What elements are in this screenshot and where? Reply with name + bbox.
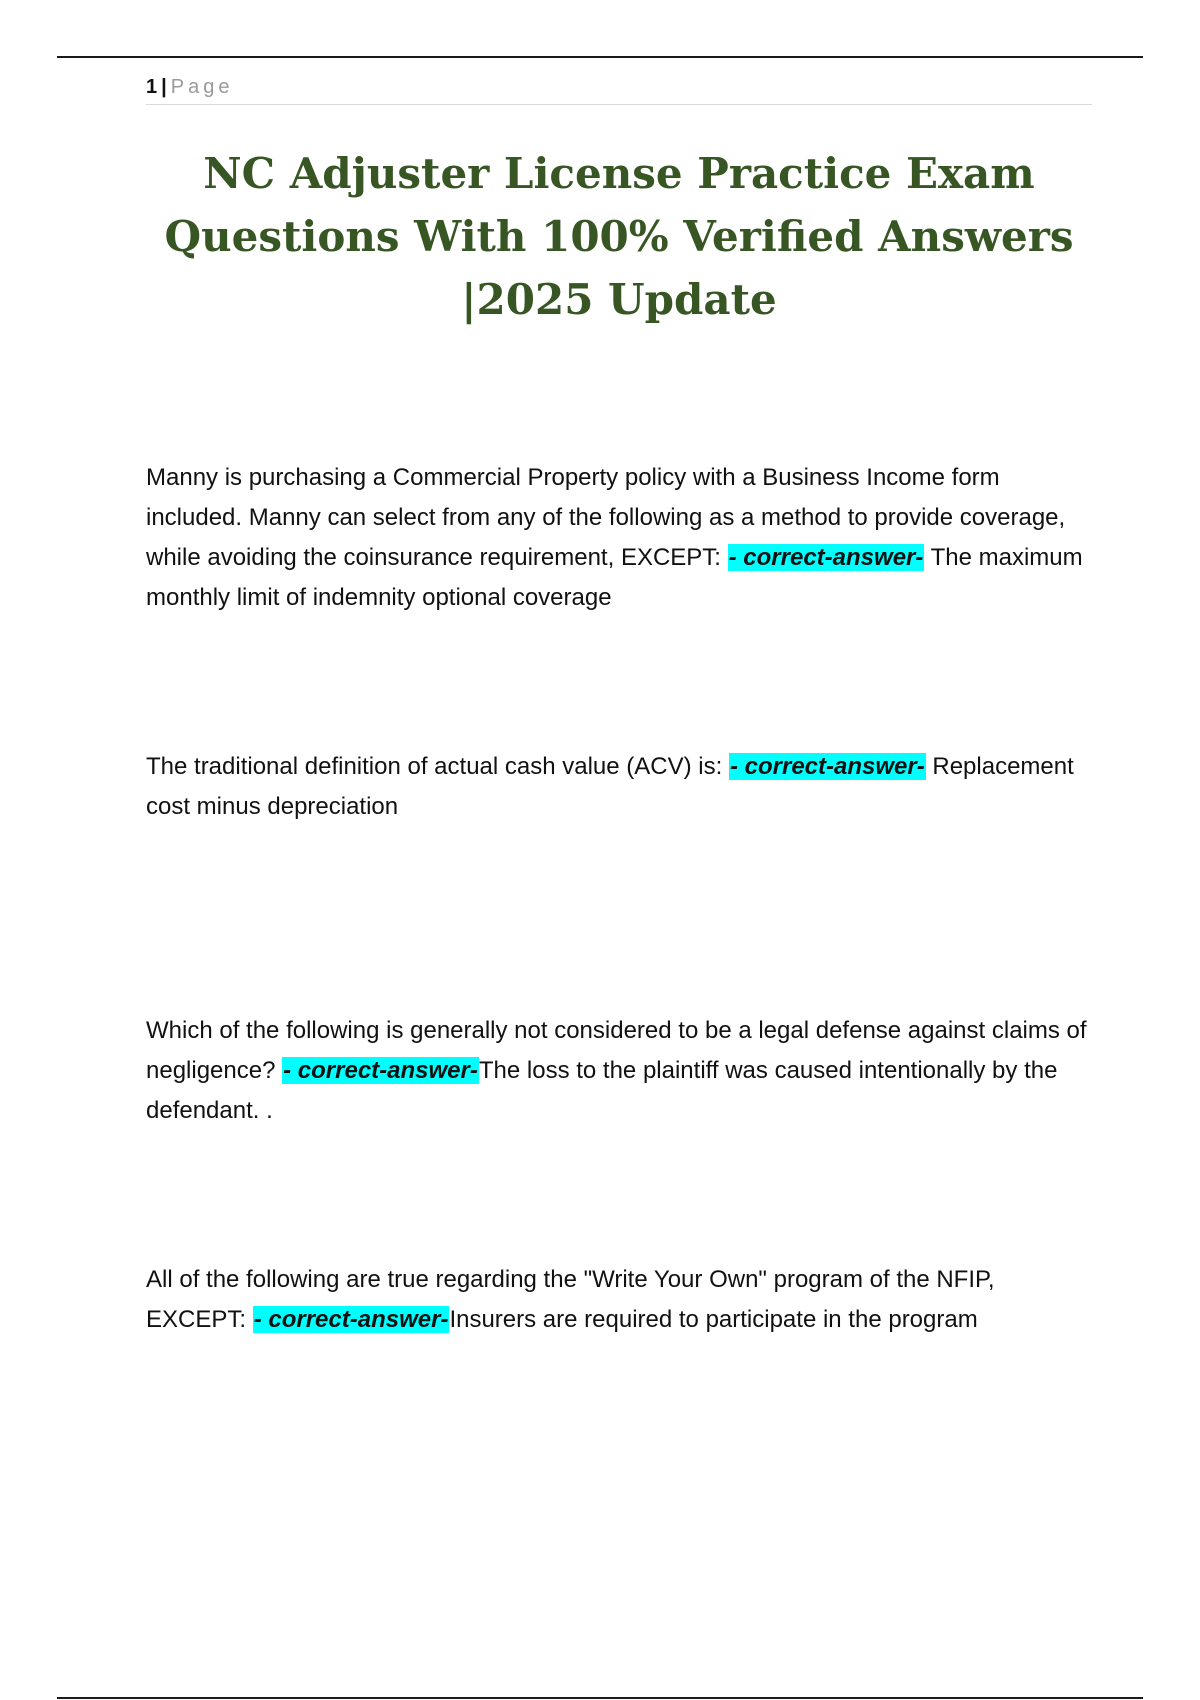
qa-item <box>146 1011 1092 1131</box>
bottom-rule <box>57 1697 1143 1699</box>
answer-text: Insurers are required to participate in the program <box>449 1306 978 1333</box>
qa-item <box>146 458 1092 618</box>
document-title: NC Adjuster License Practice Exam Questions With 100% Verified Answers |2025 Update <box>164 149 1074 324</box>
answer-text: The loss to the plaintiff was caused intentionally by the defendant. . <box>146 1057 1058 1124</box>
page-separator: | <box>161 76 167 98</box>
question-text: Which of the following is generally not considered to be a legal defense against claims of negligence? <box>146 1017 1087 1084</box>
page-header <box>146 74 1092 105</box>
correct-answer-marker: - correct-answer- <box>729 753 925 780</box>
answer-text: The maximum monthly limit of indemnity optional coverage <box>146 544 1083 611</box>
answer-text: Replacement cost minus depreciation <box>146 753 1074 820</box>
correct-answer-marker: - correct-answer- <box>253 1306 449 1333</box>
correct-answer-marker: - correct-answer- <box>728 544 924 571</box>
top-rule <box>57 56 1143 58</box>
question-text: Manny is purchasing a Commercial Property policy with a Business Income form included. Manny can select from any of the following as a method to provide coverage, while avoiding the coinsurance requirement, EXCEPT: <box>146 464 1066 571</box>
question-text: The traditional definition of actual cash value (ACV) is: <box>146 753 729 780</box>
qa-item <box>146 747 1092 827</box>
qa-item <box>146 1260 1092 1340</box>
correct-answer-marker: - correct-answer- <box>283 1057 478 1084</box>
question-text: All of the following are true regarding the "Write Your Own" program of the NFIP, EXCEPT: <box>146 1266 995 1333</box>
page-number: 1 <box>146 76 158 98</box>
page-label: Page <box>170 76 234 98</box>
